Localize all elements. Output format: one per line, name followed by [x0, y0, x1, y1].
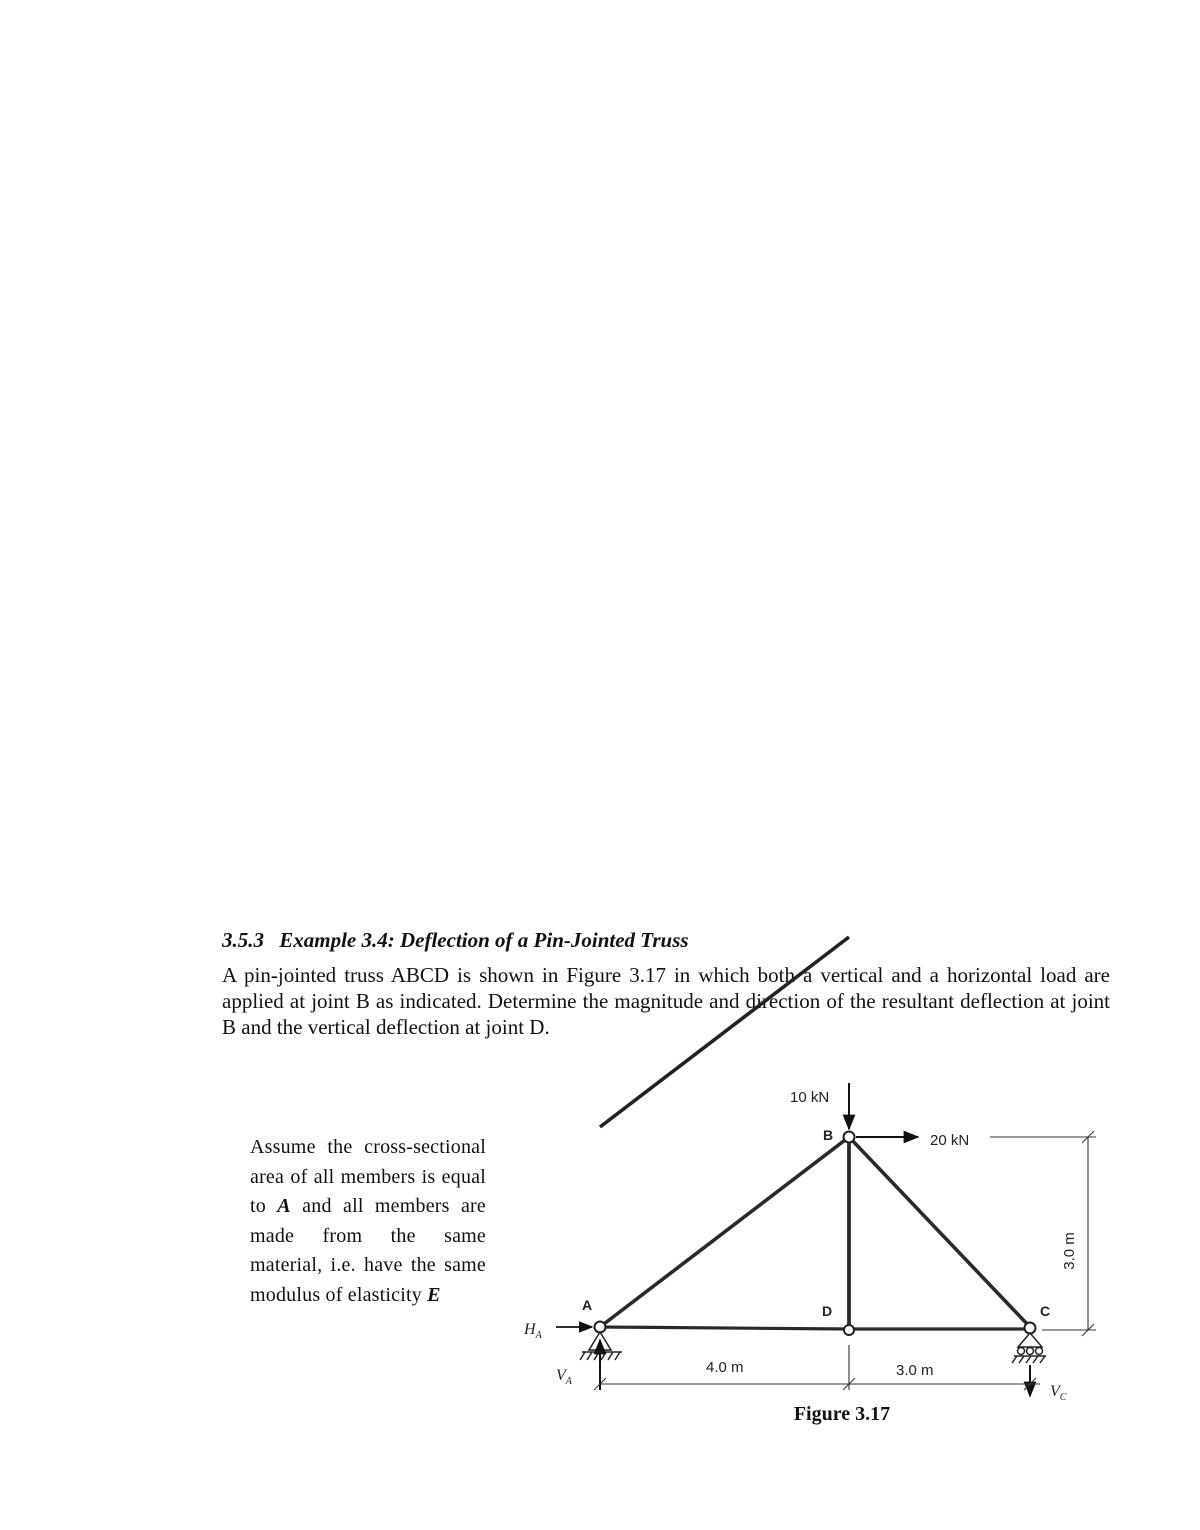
reaction-VA-symbol: V	[556, 1367, 566, 1384]
truss-member-AD	[600, 1327, 849, 1329]
dimension-AD-label: 4.0 m	[706, 1359, 744, 1376]
section-title: Example 3.4: Deflection of a Pin-Jointed Truss	[279, 928, 689, 952]
joint-D-label: D	[822, 1303, 833, 1319]
section-number: 3.5.3	[222, 928, 264, 952]
truss-members	[600, 1437, 850, 1530]
load-horizontal-label: 20 kN	[930, 1132, 970, 1149]
intro-paragraph: A pin-jointed truss ABCD is shown in Figure 3.17 in which both a vertical and a horizontal load are applied at joint B as indicated. Determine the magnitude and direction of the resultant deflection at joint B and the vertical deflection at joint D.	[222, 963, 1110, 1039]
assumption-text-2: and all members are made from the same material, i.e. have the same modulus of elasticity	[250, 1195, 486, 1306]
dimension-DC-label: 3.0 m	[896, 1362, 934, 1379]
assumption-text-1: Assume the cross-sectional area of all members is equal to	[250, 1136, 486, 1217]
truss-member-AB	[600, 1137, 849, 1327]
reaction-VA-subscript: A	[565, 1376, 572, 1387]
dimension-height-label: 3.0 m	[1061, 1232, 1078, 1270]
roller-support-C	[1012, 1333, 1046, 1363]
truss-member-BC	[849, 1137, 1030, 1327]
member-AB-line	[600, 1437, 850, 1530]
joint-A-label: A	[582, 1297, 593, 1313]
joint-B-label: B	[823, 1127, 834, 1143]
truss-structure	[600, 1137, 1030, 1329]
joint-D	[844, 1325, 854, 1335]
reaction-VC-label	[1050, 1383, 1067, 1403]
reaction-HA-label	[523, 1321, 543, 1341]
figure-caption: Figure 3.17	[793, 1403, 891, 1425]
joint-C-label: C	[1040, 1303, 1051, 1319]
reaction-VA-label	[556, 1367, 573, 1387]
reaction-VC-subscript: C	[1059, 1392, 1067, 1403]
joint-B	[844, 1132, 855, 1143]
modulus-symbol: E	[427, 1283, 441, 1306]
reaction-HA-symbol: H	[524, 1321, 536, 1338]
load-vertical-label: 10 kN	[790, 1089, 830, 1106]
reaction-HA-subscript: A	[535, 1330, 542, 1341]
area-symbol: A	[277, 1195, 291, 1217]
reaction-VC-symbol: V	[1050, 1383, 1060, 1400]
